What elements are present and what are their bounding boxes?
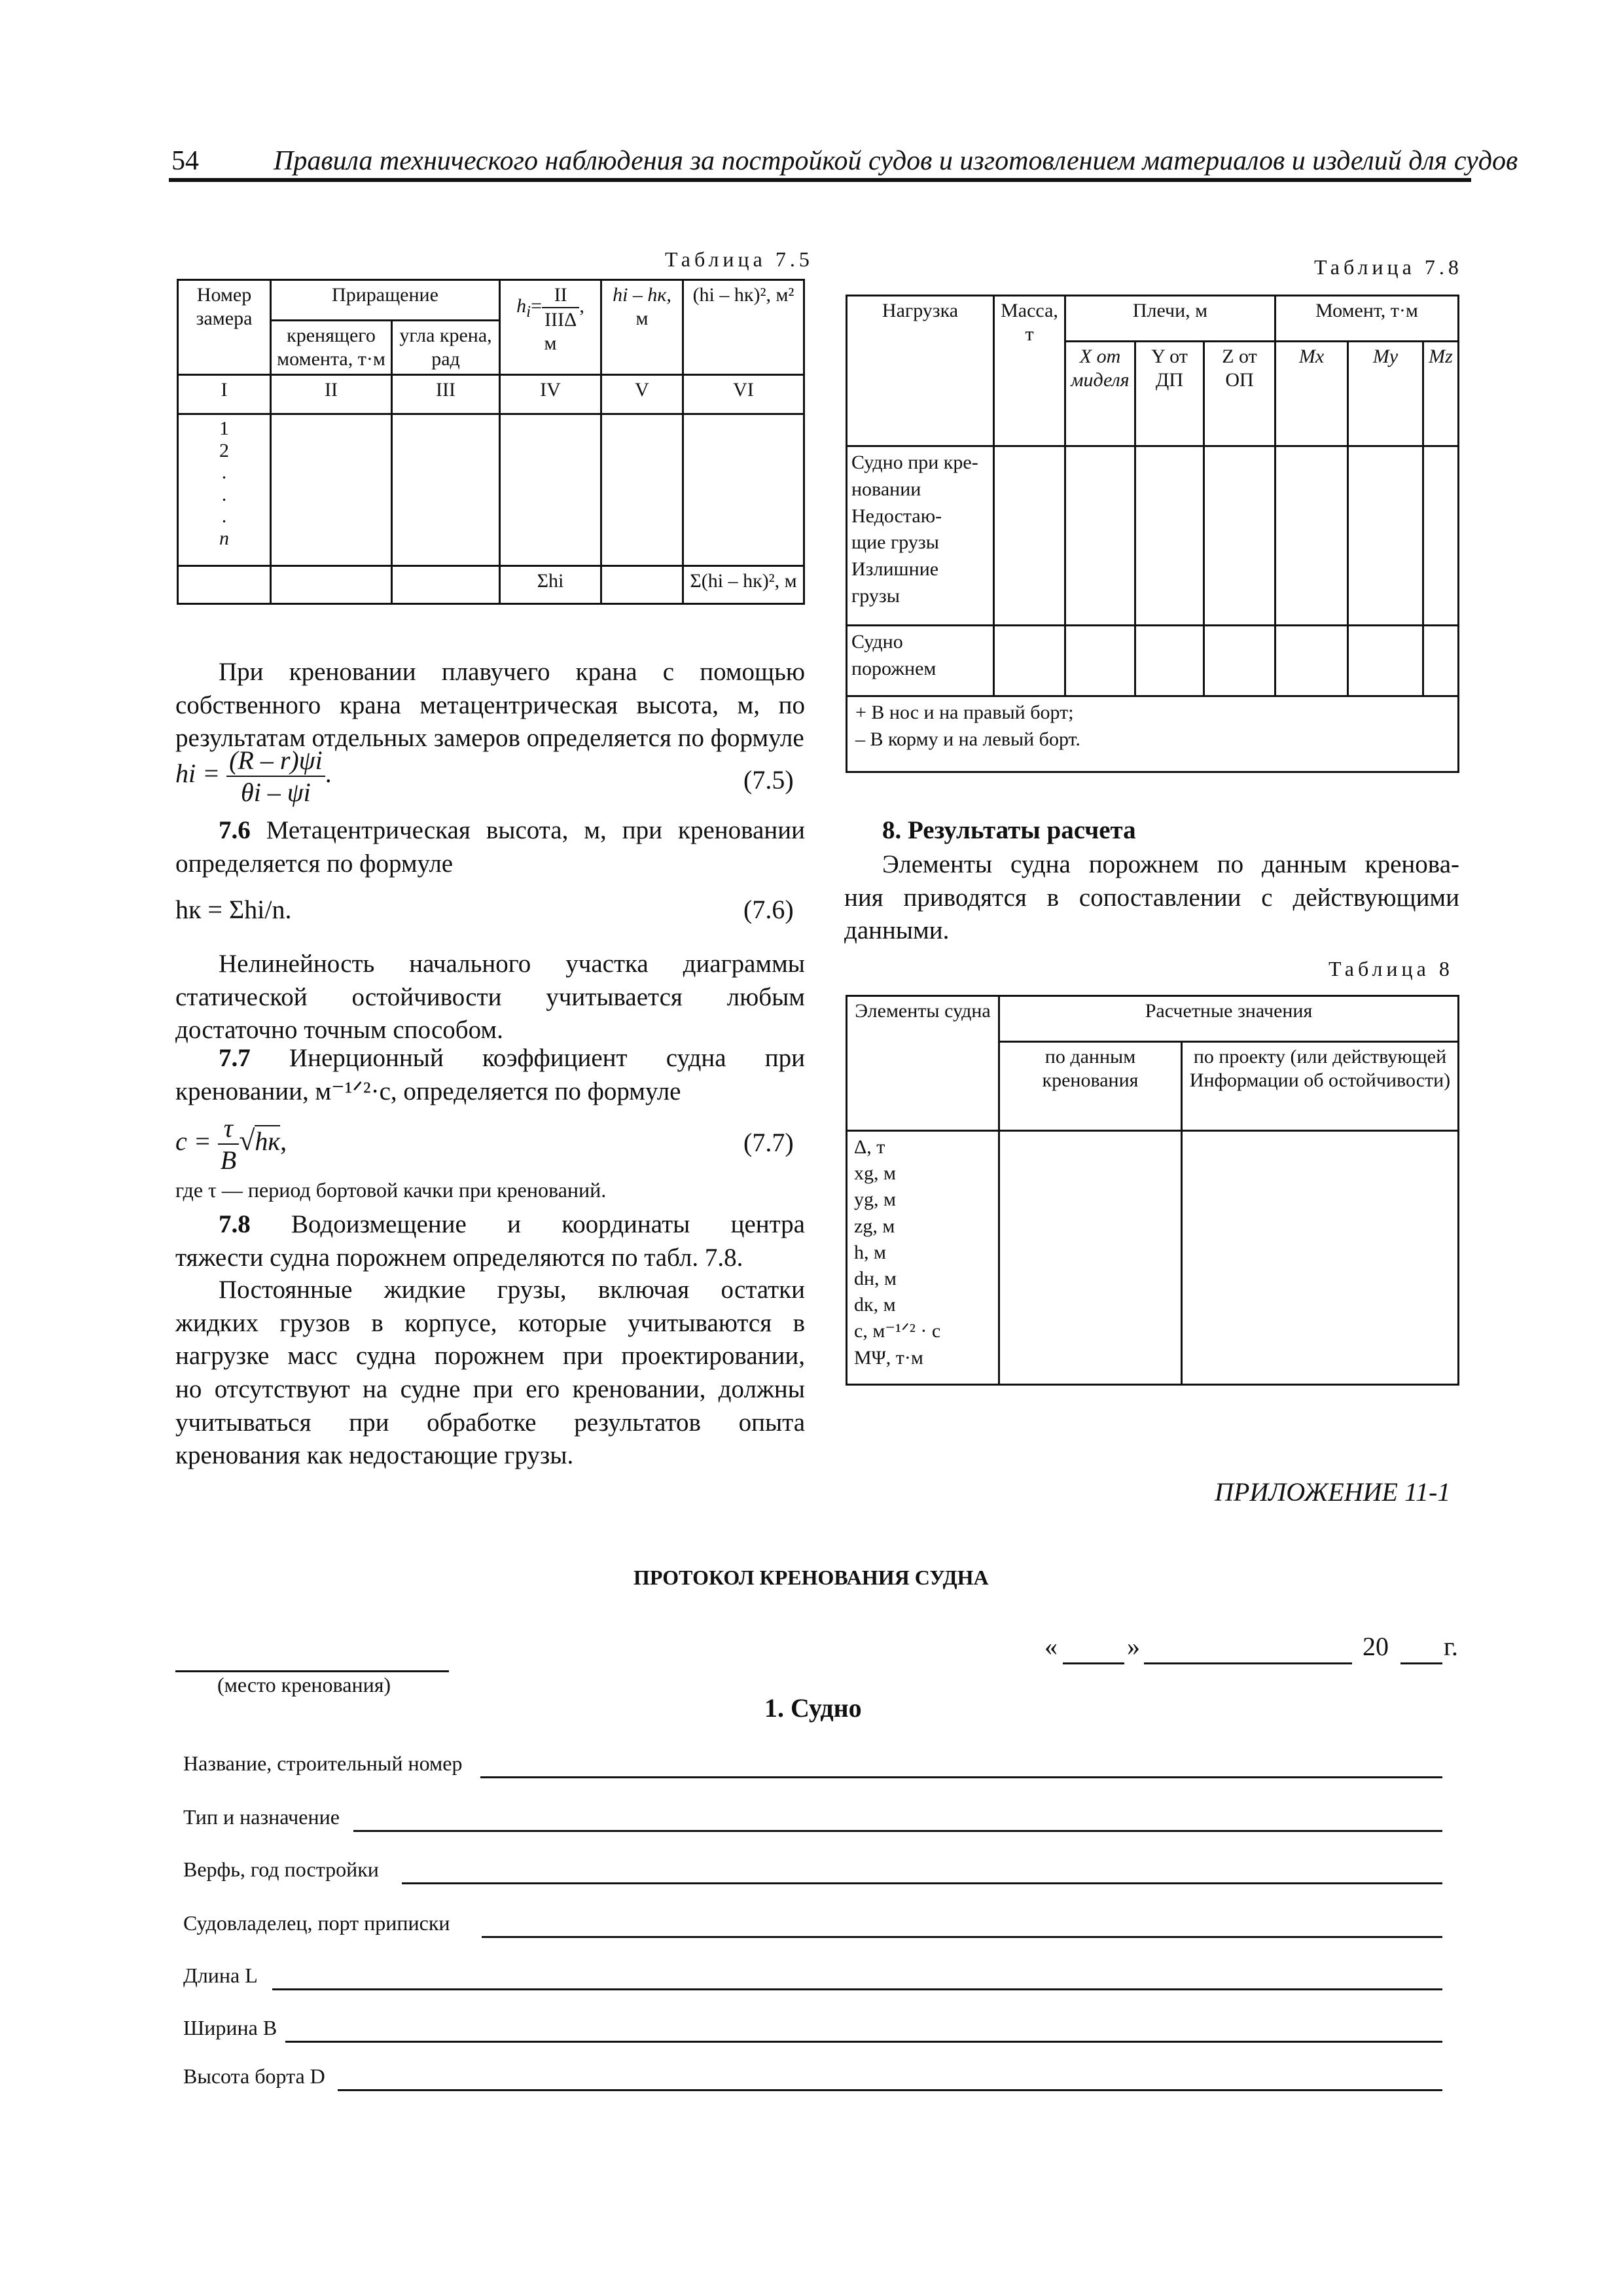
col-header-project: по проекту (или действующей Информации об остойчивости): [1182, 1042, 1459, 1131]
col-header-hi: $h_i=$ $\frac{II}{\text{IIIΔ}}$ , м: [500, 280, 601, 375]
appendix-label: ПРИЛОЖЕНИЕ 11-1: [1215, 1477, 1451, 1507]
col-header-diff: hi – hк, м: [601, 280, 683, 375]
section-8-title: 8. Результаты расчета: [882, 816, 1136, 844]
field-label-length: Длина L: [183, 1964, 258, 1987]
field-label-breadth: Ширина B: [183, 2016, 277, 2039]
col-header-arms: Плечи, м: [1065, 296, 1275, 342]
table-8: [846, 995, 1459, 1386]
date-year-prefix: 20: [1363, 1632, 1389, 1661]
formula-7-7-number: (7.7): [743, 1128, 794, 1157]
table-row-heeling-loads: Судно при кре- новании Недостаю- щие грузы Излишние грузы: [847, 446, 1459, 626]
field-label-type: Тип и назначение: [183, 1805, 340, 1829]
table-row-lightship: Судно порожнем: [847, 626, 1459, 696]
formula-7-7: c = $\frac{\tau}{B}$ √hк,: [175, 1113, 287, 1175]
col-header-z: Z от ОП: [1204, 342, 1275, 446]
table-7-8-caption: Таблица 7.8: [1314, 255, 1463, 279]
date-quote-close: »: [1127, 1632, 1140, 1661]
col-header-number: Номер замера: [178, 280, 271, 375]
table-row-measurements: 1 2 . . . n: [178, 414, 804, 566]
col-header-x: X от миделя: [1065, 342, 1135, 446]
col-header-elements: Элементы судна: [847, 996, 999, 1131]
protocol-title: ПРОТОКОЛ КРЕНОВАНИЯ СУДНА: [633, 1566, 989, 1589]
date-year-suffix: г.: [1444, 1632, 1458, 1661]
col-header-my: My: [1348, 342, 1423, 446]
paragraph-7-6: 7.6 Метацентрическая высота, м, при креновании определяется по формуле: [175, 816, 805, 878]
date-quote-open: «: [1044, 1632, 1058, 1661]
field-label-depth: Высота борта D: [183, 2064, 325, 2088]
col-header-heeling-data: по данным кренования: [999, 1042, 1182, 1131]
section-8-text: Элементы судна порожнем по данным кренова- ния приводятся в сопоставлении с действующими данными.: [844, 850, 1459, 945]
field-line-depth[interactable]: [338, 2089, 1442, 2091]
field-line-length[interactable]: [272, 1988, 1442, 1990]
field-line-name[interactable]: [480, 1776, 1442, 1778]
date-month-field[interactable]: [1144, 1662, 1352, 1664]
date-day-field[interactable]: [1063, 1662, 1124, 1664]
formula-7-6: hк = Σhi/n.: [175, 895, 292, 924]
field-line-type[interactable]: [353, 1830, 1442, 1832]
col-header-mass: Масса, т: [994, 296, 1065, 446]
sum-h-cell: Σhi: [500, 566, 601, 604]
col-header-load: Нагрузка: [847, 296, 994, 446]
header-rule: [169, 178, 1471, 182]
col-header-mz: Mz: [1423, 342, 1459, 446]
paragraph-nonlinearity: Нелинейность начального участка диаграммы статической остойчивости учитывается любым достаточно точным способом.: [175, 950, 805, 1045]
col-header-mx: Mx: [1275, 342, 1348, 446]
section-1-title: 1. Судно: [764, 1693, 862, 1723]
date-year-field[interactable]: [1400, 1662, 1442, 1664]
table-row-notes: + В нос и на правый борт; – В корму и на левый борт.: [847, 696, 1459, 772]
table-row-sum: [178, 566, 804, 604]
formula-7-5: hi = $\frac{(R - r)\psi i}{\theta i - \psi i}$ .: [175, 745, 332, 807]
field-label-shipyard: Верфь, год постройки: [183, 1857, 379, 1881]
paragraph-constant-liquids: Постоянные жидкие грузы, включая остатки жидких грузов в корпусе, которые учитываются в нагрузке масс судна порожнем при проектировании, но отсутствуют на судне при его креновании, должны учитываться при обработке результатов опыта кренования как недостающие грузы.: [175, 1276, 805, 1470]
table-8-caption: Таблица 8: [1329, 957, 1454, 980]
formula-7-5-number: (7.5): [743, 765, 794, 795]
table-7-5-caption: Таблица 7.5: [665, 247, 813, 271]
col-header-y: Y от ДП: [1135, 342, 1204, 446]
where-note: где τ — период бортовой качки при кренований.: [175, 1178, 607, 1202]
field-label-name: Название, строительный номер: [183, 1751, 463, 1775]
paragraph-crane-heeling: При креновании плавучего крана с помощью собственного крана метацентрическая высота, м, по результатам отдельных замеров определяется по формуле: [175, 658, 805, 753]
sum-square-cell: Σ(hi – hк)², м: [683, 566, 804, 604]
table-7-8: [846, 295, 1459, 773]
col-header-moments: Момент, т·м: [1275, 296, 1459, 342]
paragraph-7-7: 7.7 Инерционный коэффициент судна при креновании, м⁻¹ᐟ²·с, определяется по формуле: [175, 1044, 805, 1105]
page-number: 54: [171, 146, 199, 176]
field-label-owner: Судовладелец, порт приписки: [183, 1911, 450, 1935]
table-7-5: [177, 279, 805, 605]
place-caption: (место кренования): [217, 1673, 391, 1696]
table-row-roman: I II III IV V VI: [178, 375, 804, 414]
table-row-elements: Δ, т xg, м yg, м zg, м h, м dн, м dк, м c, м⁻¹ᐟ² · с MΨ, т·м: [847, 1131, 1459, 1385]
col-header-moment: кренящего момента, т·м: [271, 321, 392, 375]
col-header-calculated: Расчетные значения: [999, 996, 1459, 1042]
paragraph-7-8: 7.8 Водоизмещение и координаты центра тяжести судна порожнем определяются по табл. 7.8.: [175, 1210, 805, 1272]
field-line-owner[interactable]: [482, 1936, 1442, 1938]
place-field[interactable]: [175, 1670, 449, 1672]
field-line-breadth[interactable]: [285, 2041, 1442, 2043]
col-header-square: (hi – hк)², м²: [683, 280, 804, 375]
formula-7-6-number: (7.6): [743, 895, 794, 924]
col-header-angle: угла крена, рад: [392, 321, 500, 375]
field-line-shipyard[interactable]: [402, 1882, 1442, 1884]
col-header-increment: Приращение: [271, 280, 500, 321]
running-header-title: Правила технического наблюдения за постройкой судов и изготовлением материалов и изделий для судов: [274, 146, 1518, 176]
